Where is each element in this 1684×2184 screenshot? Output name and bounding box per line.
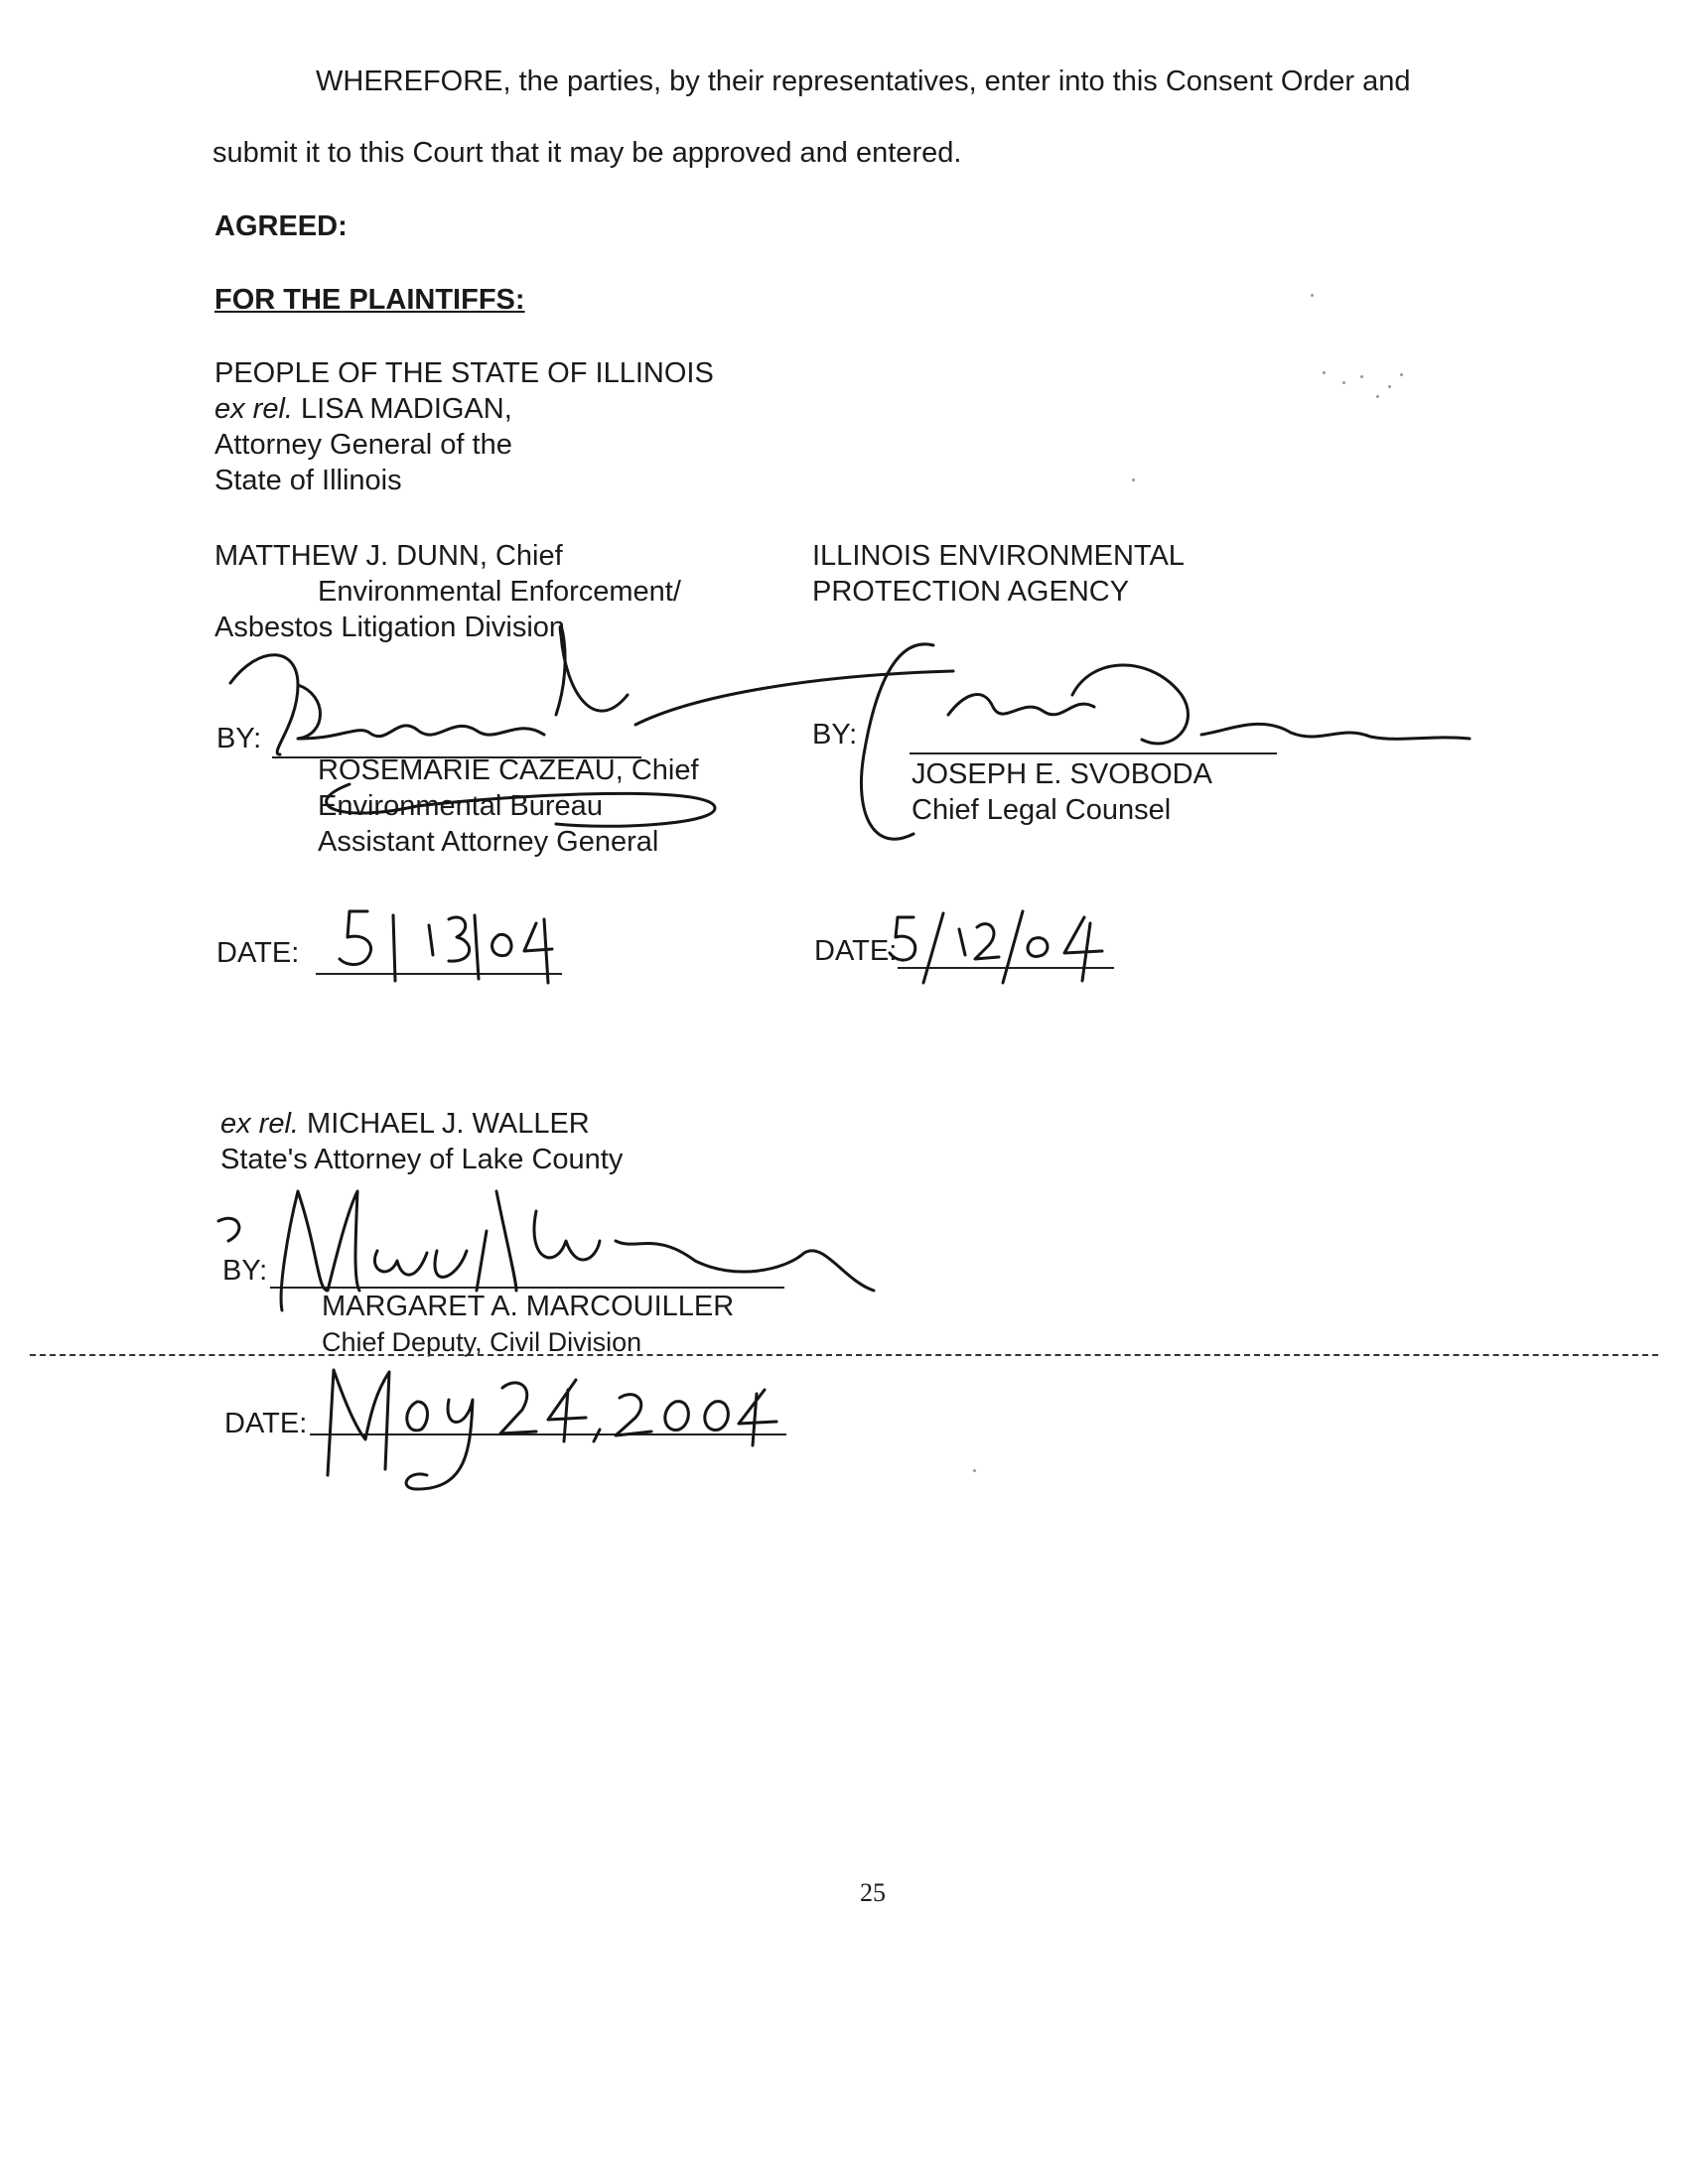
scan-speck [1323,371,1326,374]
svoboda-name: JOSEPH E. SVOBODA [912,758,1212,790]
marcouiller-name: MARGARET A. MARCOUILLER [322,1291,735,1322]
svoboda-title: Chief Legal Counsel [912,794,1172,826]
scan-speck [1376,395,1379,398]
people-line-4: State of Illinois [214,465,402,496]
scan-speck [1360,375,1363,378]
exrel-text-2: ex rel. [220,1108,299,1140]
intro-line-1: WHEREFORE, the parties, by their representatives, enter into this Consent Order and [316,66,1411,97]
exrel-text: ex rel. [214,393,293,425]
agreed-label: AGREED: [214,210,348,242]
left-date-ink [340,911,552,983]
waller-name: MICHAEL J. WALLER [298,1108,590,1140]
lake-by-label: BY: [222,1255,268,1287]
cazeau-title-2: Assistant Attorney General [318,826,659,858]
lake-date-label: DATE: [224,1408,308,1439]
left-date-label: DATE: [216,937,300,969]
scan-speck [1400,373,1403,376]
scan-speck [1388,385,1391,388]
agency-line-1: ILLINOIS ENVIRONMENTAL [812,540,1185,572]
people-line-2-rest: LISA MADIGAN, [292,393,512,425]
dunn-name-line: MATTHEW J. DUNN, Chief [214,540,563,572]
svoboda-signature-ink [861,644,1470,839]
right-date-ink [890,911,1102,983]
marcouiller-signature-ink [218,1191,874,1310]
right-by-label: BY: [812,719,858,751]
division-line-1: Environmental Enforcement/ [318,576,681,608]
scan-speck [1342,381,1345,384]
scan-speck [1311,294,1314,297]
division-line-2: Asbestos Litigation Division [214,612,566,643]
marcouiller-title: Chief Deputy, Civil Division [322,1327,642,1357]
people-line-3: Attorney General of the [214,429,512,461]
page-number: 25 [860,1878,886,1907]
lake-date-ink [328,1370,776,1489]
right-date-label: DATE: [814,935,898,967]
scan-speck [1132,478,1135,481]
cazeau-title-1: Environmental Bureau [318,790,603,822]
plaintiffs-heading: FOR THE PLAINTIFFS: [214,284,525,316]
agency-line-2: PROTECTION AGENCY [812,576,1130,608]
cazeau-name: ROSEMARIE CAZEAU, Chief [318,754,699,786]
cazeau-signature-ink [230,626,953,826]
lake-county-line: State's Attorney of Lake County [220,1144,624,1175]
intro-line-2: submit it to this Court that it may be approved and entered. [212,137,962,169]
people-line-1: PEOPLE OF THE STATE OF ILLINOIS [214,357,714,389]
left-by-label: BY: [216,723,262,754]
scan-speck [973,1469,976,1472]
